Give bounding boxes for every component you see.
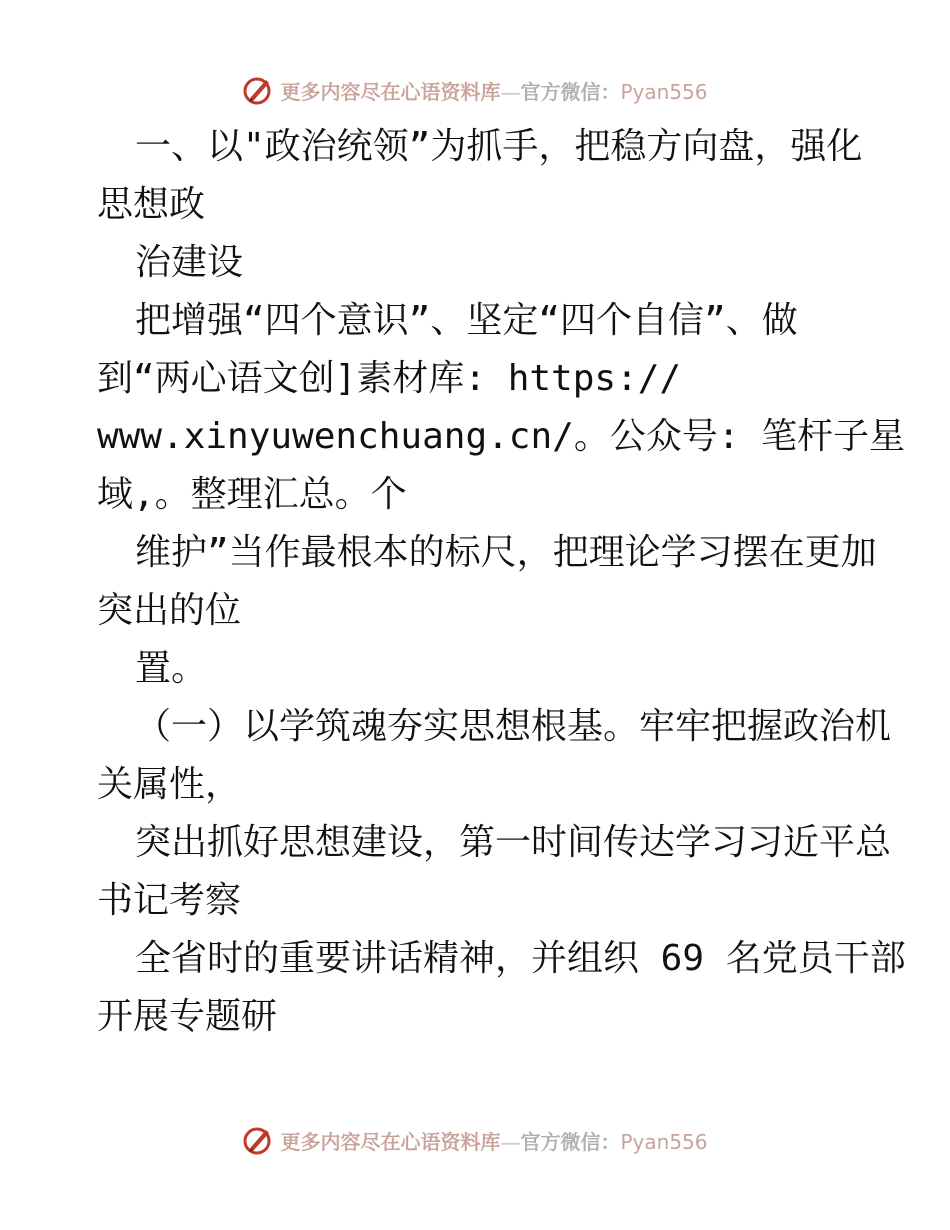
body-line: 置。 <box>135 648 208 689</box>
body-line: 维护”当作最根本的标尺，把理论学习摆在更加 <box>135 532 877 573</box>
header-banner-dash: — <box>500 79 521 104</box>
header-banner <box>0 70 950 110</box>
header-banner-text <box>280 76 707 105</box>
body-line: 开展专题研 <box>97 996 278 1037</box>
footer-wechat-id: Pyan556 <box>620 1129 708 1154</box>
body-line: 到“两心语文创]素材库: https:// <box>97 358 682 399</box>
body-line: www.xinyuwenchuang.cn/。公众号: 笔杆子星 <box>97 416 906 457</box>
header-wechat-label: 官方微信： <box>520 79 621 104</box>
footer-banner <box>0 1120 950 1160</box>
body-line: 突出的位 <box>97 590 242 631</box>
body-line: 治建设 <box>135 242 244 283</box>
footer-wechat-label: 官方微信： <box>520 1129 621 1154</box>
footer-banner-main: 更多内容尽在心语资料库 <box>280 1129 501 1154</box>
body-line: 思想政 <box>97 184 206 225</box>
body-line: 关属性， <box>97 764 242 805</box>
header-banner-main: 更多内容尽在心语资料库 <box>280 79 501 104</box>
body-line: （一）以学筑魂夯实思想根基。牢牢把握政治机 <box>135 706 892 747</box>
body-line: 把增强“四个意识”、坚定“四个自信”、做 <box>135 300 798 341</box>
footer-banner-text <box>280 1126 707 1155</box>
pen-logo-icon <box>242 1124 274 1156</box>
body-line: 突出抓好思想建设，第一时间传达学习习近平总 <box>135 822 892 863</box>
body-line: 域,。整理汇总。个 <box>97 474 407 515</box>
pen-logo-icon <box>242 74 274 106</box>
footer-banner-dash: — <box>500 1129 521 1154</box>
header-wechat-id: Pyan556 <box>620 79 708 104</box>
body-line: 全省时的重要讲话精神，并组织 69 名党员干部 <box>135 938 906 979</box>
body-line: 一、以"政治统领”为抓手，把稳方向盘，强化 <box>135 126 863 167</box>
body-line: 书记考察 <box>97 880 242 921</box>
document-body <box>97 118 906 1046</box>
